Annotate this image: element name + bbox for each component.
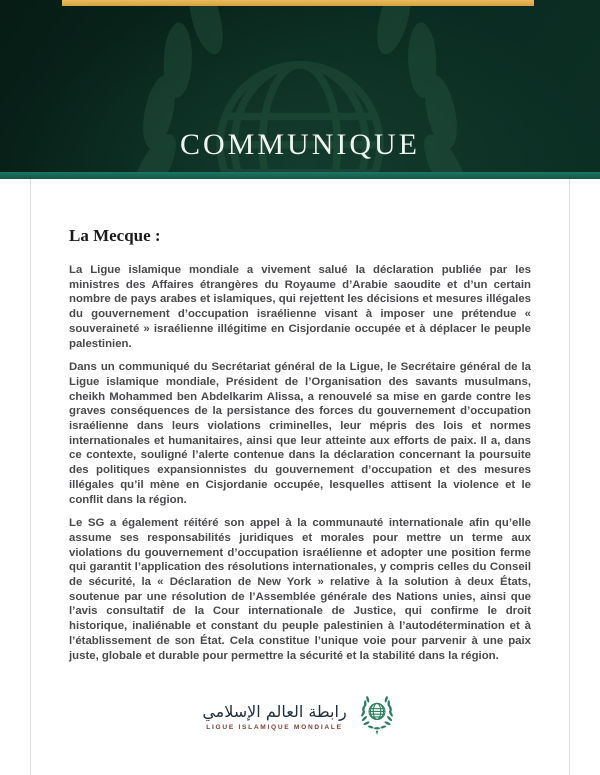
teal-divider	[0, 172, 600, 179]
page-title: COMMUNIQUE	[180, 128, 420, 161]
wreath-globe-emblem-icon	[356, 693, 398, 740]
organization-logo	[69, 693, 531, 740]
logo-french-label: LIGUE ISLAMIQUE MONDIALE	[206, 723, 343, 731]
gold-accent-bar	[62, 0, 534, 6]
logo-text-block	[202, 703, 346, 731]
location-heading: La Mecque :	[69, 226, 161, 245]
communique-header	[0, 0, 600, 172]
document-card	[30, 179, 570, 775]
paragraph-3: Le SG a également réitéré son appel à la communauté internationale afin qu’elle assume ses responsabilités juridiques et morales pour mettre un terme aux violations du gouvernement d’occupation israélienne et adopter une position ferme qui garantit l’application des résolutions internationales, y compris celles du Conseil de sécurité, la « Déclaration de New York » relative à la solution à deux États, soutenue par une résolution de l’Assemblée générale des Nations unies, ainsi que l’avis consultatif de la Cour internationale de Justice, qui confirme le droit historique, inaliénable et constant du peuple palestinien à l’autodétermination et à l’établissement de son État. Cela constitue l’unique voie pour parvenir à une paix juste, globale et durable pour permettre la sécurité et la stabilité dans la région.	[69, 517, 531, 662]
logo-arabic-calligraphy: رابطة العالم الإسلامي	[202, 701, 347, 721]
paragraph-2: Dans un communiqué du Secrétariat général de la Ligue, le Secrétaire général de la Ligue islamique mondiale, Président de l’Organisation des savants musulmans, cheikh Mohammed ben Abdelkarim Alissa, a renouvelé sa mise en garde contre les graves conséquences de la persistance des forces du gouvernement d’occupation israélienne dans leurs violations criminelles, leur mépris des lois et normes internationales et humanitaires, ainsi que leur atteinte aux efforts de paix. Il a, dans ce contexte, souligné l’alerte contenue dans la déclaration concernant la poursuite des politiques expansionnistes du gouvernement d’occupation et des mesures illégales qu’il mène en Cisjordanie occupée, lesquelles attisent la violence et le conflit dans la région.	[69, 361, 531, 506]
paragraph-1: La Ligue islamique mondiale a vivement salué la déclaration publiée par les ministres des Affaires étrangères du Royaume d’Arabie saoudite et d’un certain nombre de pays arabes et islamiques, qui rejettent les décisions et mesures illégales du gouvernement d’occupation israélienne visant à imposer une prétendue « souveraineté » israélienne illégitime en Cisjordanie occupée et à déplacer le peuple palestinien.	[69, 264, 531, 350]
